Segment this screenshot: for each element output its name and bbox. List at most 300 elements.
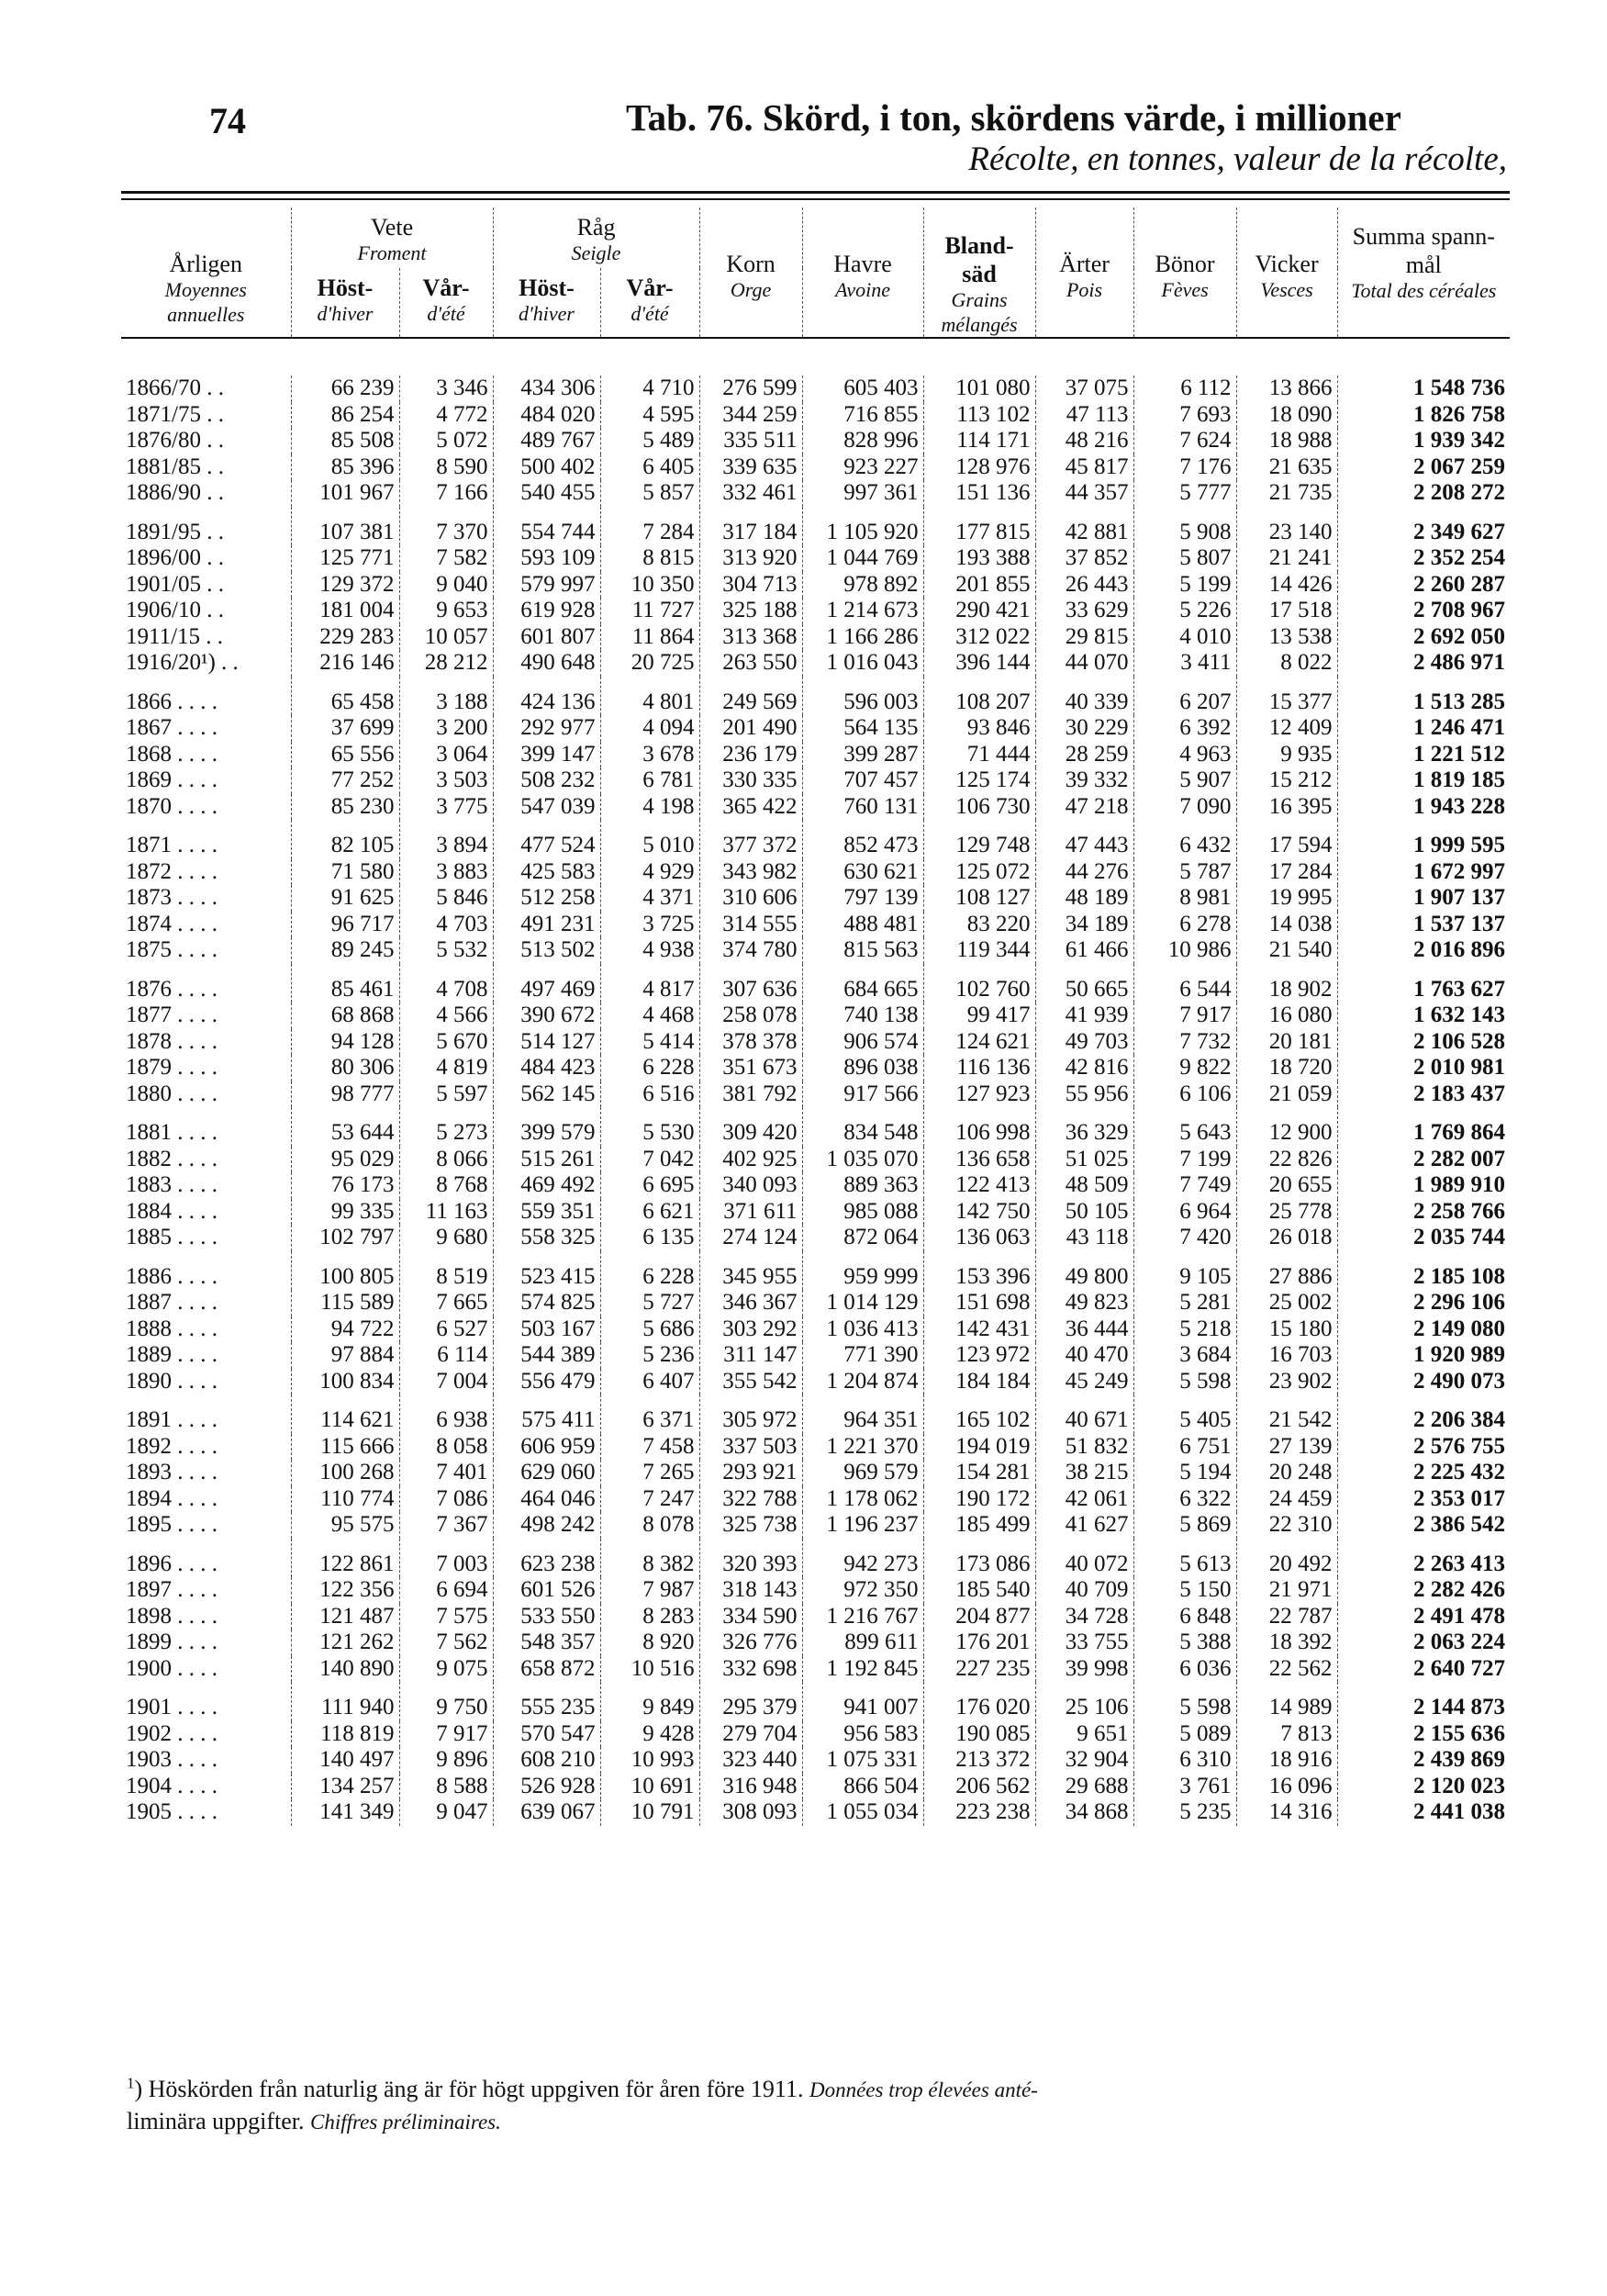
table-row xyxy=(121,507,1510,546)
cell-value: 469 492 xyxy=(493,1172,600,1199)
cell-value: 322 788 xyxy=(699,1486,802,1513)
cell-value: 96 717 xyxy=(291,912,399,938)
cell-value: 605 403 xyxy=(802,375,923,402)
cell-value: 303 292 xyxy=(699,1316,802,1343)
cell-value: 5 489 xyxy=(600,428,699,454)
cell-value: 866 504 xyxy=(802,1774,923,1800)
cell-value: 66 239 xyxy=(291,375,399,402)
cell-value: 28 212 xyxy=(399,650,493,677)
cell-value: 601 526 xyxy=(493,1577,600,1604)
cell-value: 489 767 xyxy=(493,428,600,454)
table-row xyxy=(121,1774,1510,1800)
cell-value: 16 080 xyxy=(1236,1002,1337,1029)
cell-value: 91 625 xyxy=(291,885,399,912)
cell-value: 14 316 xyxy=(1236,1799,1337,1826)
cell-value: 2 640 727 xyxy=(1337,1656,1510,1683)
cell-value: 7 917 xyxy=(1133,1002,1236,1029)
cell-value: 896 038 xyxy=(802,1055,923,1081)
cell-value: 44 070 xyxy=(1035,650,1133,677)
cell-value: 332 461 xyxy=(699,480,802,507)
cell-value: 498 242 xyxy=(493,1512,600,1539)
table-row xyxy=(121,1342,1510,1369)
cell-value: 978 892 xyxy=(802,572,923,599)
cell-value: 122 413 xyxy=(923,1172,1035,1199)
cell-value: 25 778 xyxy=(1236,1199,1337,1226)
cell-value: 23 902 xyxy=(1236,1369,1337,1395)
cell-value: 684 665 xyxy=(802,964,923,1003)
cell-value: 258 078 xyxy=(699,1002,802,1029)
cell-value: 6 848 xyxy=(1133,1604,1236,1630)
cell-value: 1 763 627 xyxy=(1337,964,1510,1003)
table-row xyxy=(121,1799,1510,1826)
cell-value: 8 981 xyxy=(1133,885,1236,912)
row-label: 1889 . . . . xyxy=(126,1342,218,1368)
cell-value: 490 648 xyxy=(493,650,600,677)
cell-value: 8 283 xyxy=(600,1604,699,1630)
cell-value: 6 228 xyxy=(600,1055,699,1081)
cell-value: 119 344 xyxy=(923,937,1035,964)
cell-value: 337 503 xyxy=(699,1434,802,1461)
cell-value: 21 971 xyxy=(1236,1577,1337,1604)
cell-value: 5 218 xyxy=(1133,1316,1236,1343)
cell-value: 740 138 xyxy=(802,1002,923,1029)
cell-value: 917 566 xyxy=(802,1081,923,1108)
cell-value: 4 801 xyxy=(600,677,699,716)
table-row xyxy=(121,1172,1510,1199)
cell-value: 25 002 xyxy=(1236,1290,1337,1316)
cell-value: 318 143 xyxy=(699,1577,802,1604)
cell-value: 658 872 xyxy=(493,1656,600,1683)
cell-value: 330 335 xyxy=(699,767,802,794)
cell-value: 127 923 xyxy=(923,1081,1035,1108)
cell-value: 345 955 xyxy=(699,1251,802,1291)
cell-value: 40 709 xyxy=(1035,1577,1133,1604)
cell-value: 9 935 xyxy=(1236,742,1337,768)
cell-value: 16 703 xyxy=(1236,1342,1337,1369)
cell-value: 227 235 xyxy=(923,1656,1035,1683)
cell-value: 6 106 xyxy=(1133,1081,1236,1108)
cell-value: 128 976 xyxy=(923,454,1035,481)
cell-value: 4 010 xyxy=(1133,624,1236,651)
cell-value: 5 530 xyxy=(600,1107,699,1147)
table-title: Tab. 76. Skörd, i ton, skördens värde, i millioner xyxy=(626,96,1401,139)
table-row xyxy=(121,1394,1510,1434)
cell-value: 3 684 xyxy=(1133,1342,1236,1369)
row-label: 1902 . . . . xyxy=(126,1720,218,1746)
cell-value: 1 769 864 xyxy=(1337,1107,1510,1147)
cell-value: 42 816 xyxy=(1035,1055,1133,1081)
table-row xyxy=(121,1747,1510,1774)
cell-value: 71 444 xyxy=(923,742,1035,768)
cell-value: 153 396 xyxy=(923,1251,1035,1291)
cell-value: 554 744 xyxy=(493,507,600,546)
cell-value: 10 791 xyxy=(600,1799,699,1826)
cell-value: 548 357 xyxy=(493,1630,600,1656)
row-label: 1885 . . . . xyxy=(126,1225,218,1250)
top-rule xyxy=(121,191,1510,194)
cell-value: 304 713 xyxy=(699,572,802,599)
cell-value: 8 382 xyxy=(600,1539,699,1578)
header-rag-var: Vår- d'été xyxy=(600,268,699,338)
cell-value: 834 548 xyxy=(802,1107,923,1147)
cell-value: 5 235 xyxy=(1133,1799,1236,1826)
cell-value: 2 352 254 xyxy=(1337,545,1510,572)
harvest-table xyxy=(121,207,1510,1826)
cell-value: 464 046 xyxy=(493,1486,600,1513)
header-vete-host: Höst- d'hiver xyxy=(291,268,399,338)
cell-value: 956 583 xyxy=(802,1721,923,1748)
cell-value: 1 513 285 xyxy=(1337,677,1510,716)
cell-value: 176 020 xyxy=(923,1682,1035,1721)
table-row xyxy=(121,1225,1510,1251)
cell-value: 852 473 xyxy=(802,820,923,859)
footnote xyxy=(127,2073,1508,2137)
cell-value: 142 750 xyxy=(923,1199,1035,1226)
cell-value: 547 039 xyxy=(493,794,600,821)
cell-value: 312 022 xyxy=(923,624,1035,651)
table-row xyxy=(121,767,1510,794)
table-row xyxy=(121,624,1510,651)
cell-value: 1 907 137 xyxy=(1337,885,1510,912)
row-label: 1866/70 . . xyxy=(126,375,224,401)
cell-value: 8 815 xyxy=(600,545,699,572)
cell-value: 985 088 xyxy=(802,1199,923,1226)
cell-value: 134 257 xyxy=(291,1774,399,1800)
cell-value: 121 262 xyxy=(291,1630,399,1656)
table-row xyxy=(121,715,1510,742)
cell-value: 6 621 xyxy=(600,1199,699,1226)
footnote-text-fr: Données trop élevées anté- xyxy=(809,2078,1038,2101)
cell-value: 311 147 xyxy=(699,1342,802,1369)
cell-value: 1 044 769 xyxy=(802,545,923,572)
cell-value: 5 777 xyxy=(1133,480,1236,507)
cell-value: 959 999 xyxy=(802,1251,923,1291)
table-row xyxy=(121,1630,1510,1656)
cell-value: 177 815 xyxy=(923,507,1035,546)
cell-value: 339 635 xyxy=(699,454,802,481)
cell-value: 100 834 xyxy=(291,1369,399,1395)
cell-value: 6 036 xyxy=(1133,1656,1236,1683)
cell-value: 39 998 xyxy=(1035,1656,1133,1683)
cell-value: 815 563 xyxy=(802,937,923,964)
cell-value: 17 284 xyxy=(1236,859,1337,886)
cell-value: 8 066 xyxy=(399,1147,493,1173)
cell-value: 2 208 272 xyxy=(1337,480,1510,507)
cell-value: 1 166 286 xyxy=(802,624,923,651)
cell-value: 4 198 xyxy=(600,794,699,821)
cell-value: 889 363 xyxy=(802,1172,923,1199)
header-rag-host: Höst- d'hiver xyxy=(493,268,600,338)
cell-value: 5 072 xyxy=(399,428,493,454)
cell-value: 872 064 xyxy=(802,1225,923,1251)
table-row xyxy=(121,794,1510,821)
cell-value: 564 135 xyxy=(802,715,923,742)
cell-value: 23 140 xyxy=(1236,507,1337,546)
cell-value: 27 139 xyxy=(1236,1434,1337,1461)
table-row xyxy=(121,1199,1510,1226)
cell-value: 15 180 xyxy=(1236,1316,1337,1343)
cell-value: 771 390 xyxy=(802,1342,923,1369)
cell-value: 71 580 xyxy=(291,859,399,886)
cell-value: 6 392 xyxy=(1133,715,1236,742)
cell-value: 83 220 xyxy=(923,912,1035,938)
cell-value: 82 105 xyxy=(291,820,399,859)
cell-value: 129 372 xyxy=(291,572,399,599)
cell-value: 4 772 xyxy=(399,402,493,429)
cell-value: 18 090 xyxy=(1236,402,1337,429)
cell-value: 2 225 432 xyxy=(1337,1460,1510,1486)
cell-value: 313 368 xyxy=(699,624,802,651)
cell-value: 7 582 xyxy=(399,545,493,572)
cell-value: 1 214 673 xyxy=(802,598,923,624)
cell-value: 4 817 xyxy=(600,964,699,1003)
cell-value: 125 771 xyxy=(291,545,399,572)
row-label: 1871 . . . . xyxy=(126,833,218,858)
cell-value: 1 204 874 xyxy=(802,1369,923,1395)
cell-value: 5 686 xyxy=(600,1316,699,1343)
cell-value: 323 440 xyxy=(699,1747,802,1774)
cell-value: 365 422 xyxy=(699,794,802,821)
cell-value: 596 003 xyxy=(802,677,923,716)
cell-value: 317 184 xyxy=(699,507,802,546)
cell-value: 2 106 528 xyxy=(1337,1029,1510,1056)
cell-value: 1 989 910 xyxy=(1337,1172,1510,1199)
top-rule-thin xyxy=(121,198,1510,200)
cell-value: 165 102 xyxy=(923,1394,1035,1434)
cell-value: 47 443 xyxy=(1035,820,1133,859)
cell-value: 351 673 xyxy=(699,1055,802,1081)
cell-value: 76 173 xyxy=(291,1172,399,1199)
cell-value: 5 089 xyxy=(1133,1721,1236,1748)
cell-value: 16 096 xyxy=(1236,1774,1337,1800)
cell-value: 110 774 xyxy=(291,1486,399,1513)
cell-value: 18 916 xyxy=(1236,1747,1337,1774)
cell-value: 9 750 xyxy=(399,1682,493,1721)
cell-value: 295 379 xyxy=(699,1682,802,1721)
cell-value: 7 987 xyxy=(600,1577,699,1604)
cell-value: 6 112 xyxy=(1133,375,1236,402)
cell-value: 97 884 xyxy=(291,1342,399,1369)
table-row xyxy=(121,650,1510,677)
table-row xyxy=(121,1369,1510,1395)
cell-value: 6 781 xyxy=(600,767,699,794)
cell-value: 2 441 038 xyxy=(1337,1799,1510,1826)
cell-value: 5 643 xyxy=(1133,1107,1236,1147)
table-row xyxy=(121,1604,1510,1630)
cell-value: 7 247 xyxy=(600,1486,699,1513)
header-havre: Havre Avoine xyxy=(802,207,923,338)
cell-value: 293 921 xyxy=(699,1460,802,1486)
row-label: 1905 . . . . xyxy=(126,1799,218,1825)
footnote-text-sv: ) Höskörden från naturlig äng är för högt uppgiven för åren före 1911. xyxy=(134,2076,804,2102)
cell-value: 707 457 xyxy=(802,767,923,794)
cell-value: 2 206 384 xyxy=(1337,1394,1510,1434)
header-blandsad: Bland-säd Grains mélangés xyxy=(923,207,1035,338)
cell-value: 274 124 xyxy=(699,1225,802,1251)
cell-value: 6 405 xyxy=(600,454,699,481)
cell-value: 7 003 xyxy=(399,1539,493,1578)
cell-value: 7 575 xyxy=(399,1604,493,1630)
cell-value: 50 665 xyxy=(1035,964,1133,1003)
cell-value: 941 007 xyxy=(802,1682,923,1721)
cell-value: 4 371 xyxy=(600,885,699,912)
cell-value: 123 972 xyxy=(923,1342,1035,1369)
cell-value: 21 542 xyxy=(1236,1394,1337,1434)
cell-value: 106 998 xyxy=(923,1107,1035,1147)
cell-value: 7 693 xyxy=(1133,402,1236,429)
table-row xyxy=(121,964,1510,1003)
table-row xyxy=(121,480,1510,507)
cell-value: 111 940 xyxy=(291,1682,399,1721)
cell-value: 629 060 xyxy=(493,1460,600,1486)
cell-value: 606 959 xyxy=(493,1434,600,1461)
cell-value: 201 490 xyxy=(699,715,802,742)
cell-value: 4 819 xyxy=(399,1055,493,1081)
cell-value: 151 698 xyxy=(923,1290,1035,1316)
cell-value: 17 518 xyxy=(1236,598,1337,624)
cell-value: 760 131 xyxy=(802,794,923,821)
cell-value: 98 777 xyxy=(291,1081,399,1108)
cell-value: 6 310 xyxy=(1133,1747,1236,1774)
cell-value: 6 527 xyxy=(399,1316,493,1343)
row-label: 1868 . . . . xyxy=(126,741,218,767)
cell-value: 1 632 143 xyxy=(1337,1002,1510,1029)
cell-value: 11 864 xyxy=(600,624,699,651)
cell-value: 89 245 xyxy=(291,937,399,964)
cell-value: 44 357 xyxy=(1035,480,1133,507)
cell-value: 425 583 xyxy=(493,859,600,886)
row-label: 1884 . . . . xyxy=(126,1198,218,1224)
cell-value: 3 064 xyxy=(399,742,493,768)
cell-value: 5 388 xyxy=(1133,1630,1236,1656)
cell-value: 1 014 129 xyxy=(802,1290,923,1316)
cell-value: 997 361 xyxy=(802,480,923,507)
header-rule xyxy=(121,338,1510,375)
row-label: 1897 . . . . xyxy=(126,1577,218,1603)
cell-value: 100 805 xyxy=(291,1251,399,1291)
row-label: 1883 . . . . xyxy=(126,1172,218,1198)
cell-value: 85 396 xyxy=(291,454,399,481)
cell-value: 562 145 xyxy=(493,1081,600,1108)
cell-value: 6 207 xyxy=(1133,677,1236,716)
cell-value: 540 455 xyxy=(493,480,600,507)
table-row xyxy=(121,1434,1510,1461)
cell-value: 307 636 xyxy=(699,964,802,1003)
cell-value: 151 136 xyxy=(923,480,1035,507)
cell-value: 1 999 595 xyxy=(1337,820,1510,859)
cell-value: 21 241 xyxy=(1236,545,1337,572)
cell-value: 334 590 xyxy=(699,1604,802,1630)
row-label: 1866 . . . . xyxy=(126,689,218,714)
cell-value: 25 106 xyxy=(1035,1682,1133,1721)
cell-value: 29 688 xyxy=(1035,1774,1133,1800)
cell-value: 1 672 997 xyxy=(1337,859,1510,886)
cell-value: 99 335 xyxy=(291,1199,399,1226)
cell-value: 15 212 xyxy=(1236,767,1337,794)
cell-value: 7 665 xyxy=(399,1290,493,1316)
cell-value: 55 956 xyxy=(1035,1081,1133,1108)
header-rag: Råg Seigle xyxy=(493,207,699,268)
cell-value: 5 194 xyxy=(1133,1460,1236,1486)
table-row xyxy=(121,1055,1510,1081)
cell-value: 185 540 xyxy=(923,1577,1035,1604)
cell-value: 93 846 xyxy=(923,715,1035,742)
cell-value: 325 188 xyxy=(699,598,802,624)
cell-value: 34 868 xyxy=(1035,1799,1133,1826)
cell-value: 7 176 xyxy=(1133,454,1236,481)
cell-value: 570 547 xyxy=(493,1721,600,1748)
cell-value: 5 670 xyxy=(399,1029,493,1056)
cell-value: 12 900 xyxy=(1236,1107,1337,1147)
cell-value: 2 439 869 xyxy=(1337,1747,1510,1774)
cell-value: 3 883 xyxy=(399,859,493,886)
cell-value: 292 977 xyxy=(493,715,600,742)
cell-value: 17 594 xyxy=(1236,820,1337,859)
cell-value: 964 351 xyxy=(802,1394,923,1434)
cell-value: 1 196 237 xyxy=(802,1512,923,1539)
cell-value: 320 393 xyxy=(699,1539,802,1578)
cell-value: 343 982 xyxy=(699,859,802,886)
cell-value: 899 611 xyxy=(802,1630,923,1656)
cell-value: 45 817 xyxy=(1035,454,1133,481)
cell-value: 11 727 xyxy=(600,598,699,624)
cell-value: 263 550 xyxy=(699,650,802,677)
table-row xyxy=(121,545,1510,572)
cell-value: 33 629 xyxy=(1035,598,1133,624)
table-row xyxy=(121,885,1510,912)
cell-value: 1 221 512 xyxy=(1337,742,1510,768)
table-row xyxy=(121,937,1510,964)
cell-value: 508 232 xyxy=(493,767,600,794)
row-label: 1882 . . . . xyxy=(126,1146,218,1171)
cell-value: 206 562 xyxy=(923,1774,1035,1800)
cell-value: 3 894 xyxy=(399,820,493,859)
cell-value: 77 252 xyxy=(291,767,399,794)
cell-value: 972 350 xyxy=(802,1577,923,1604)
cell-value: 114 621 xyxy=(291,1394,399,1434)
cell-value: 9 428 xyxy=(600,1721,699,1748)
cell-value: 85 508 xyxy=(291,428,399,454)
cell-value: 223 238 xyxy=(923,1799,1035,1826)
cell-value: 2 035 744 xyxy=(1337,1225,1510,1251)
cell-value: 11 163 xyxy=(399,1199,493,1226)
footnote-marker: 1 xyxy=(127,2074,135,2092)
cell-value: 2 183 437 xyxy=(1337,1081,1510,1108)
cell-value: 5 869 xyxy=(1133,1512,1236,1539)
cell-value: 2 349 627 xyxy=(1337,507,1510,546)
cell-value: 176 201 xyxy=(923,1630,1035,1656)
cell-value: 113 102 xyxy=(923,402,1035,429)
cell-value: 7 401 xyxy=(399,1460,493,1486)
cell-value: 51 832 xyxy=(1035,1434,1133,1461)
header-korn: Korn Orge xyxy=(699,207,802,338)
cell-value: 1 221 370 xyxy=(802,1434,923,1461)
cell-value: 332 698 xyxy=(699,1656,802,1683)
cell-value: 140 497 xyxy=(291,1747,399,1774)
cell-value: 4 938 xyxy=(600,937,699,964)
row-label: 1886/90 . . xyxy=(126,480,224,506)
cell-value: 115 589 xyxy=(291,1290,399,1316)
cell-value: 7 732 xyxy=(1133,1029,1236,1056)
cell-value: 3 678 xyxy=(600,742,699,768)
cell-value: 108 127 xyxy=(923,885,1035,912)
cell-value: 1 819 185 xyxy=(1337,767,1510,794)
table-row xyxy=(121,1107,1510,1147)
cell-value: 114 171 xyxy=(923,428,1035,454)
table-row xyxy=(121,572,1510,599)
table-row xyxy=(121,820,1510,859)
row-label: 1891 . . . . xyxy=(126,1407,218,1433)
